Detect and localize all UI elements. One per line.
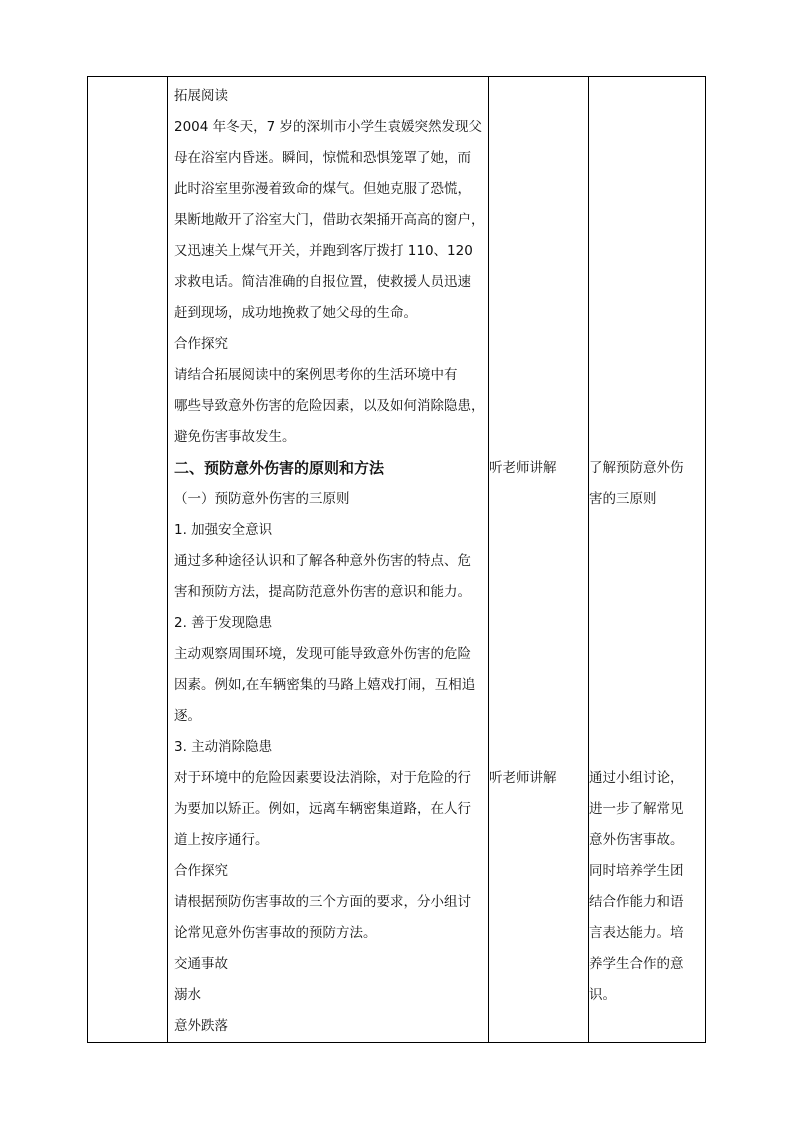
content-line: 道上按序通行。 xyxy=(174,832,269,848)
content-line: 2004 年冬天，7 岁的深圳市小学生袁媛突然发现父 xyxy=(174,119,483,135)
activity-entry: 听老师讲解 xyxy=(489,770,557,786)
content-line: 害和预防方法，提高防范意外伤害的意识和能力。 xyxy=(174,584,471,600)
activity-entry: 听老师讲解 xyxy=(489,460,557,476)
intent-line: 同时培养学生团 xyxy=(589,863,684,879)
content-line: 合作探究 xyxy=(174,336,228,352)
content-line: 交通事故 xyxy=(174,956,228,972)
content-line: 逐。 xyxy=(174,708,201,724)
intent-line: 养学生合作的意 xyxy=(589,956,684,972)
content-line: 请结合拓展阅读中的案例思考你的生活环境中有 xyxy=(174,367,458,383)
content-line: 论常见意外伤害事故的预防方法。 xyxy=(174,925,377,941)
content-line: 通过多种途径认识和了解各种意外伤害的特点、危 xyxy=(174,553,471,569)
lesson-plan-table xyxy=(87,76,706,1043)
teaching-content-column xyxy=(168,77,492,1042)
content-line: 避免伤害事故发生。 xyxy=(174,429,296,445)
content-line: 赶到现场，成功地挽救了她父母的生命。 xyxy=(174,305,417,321)
content-line: 合作探究 xyxy=(174,863,228,879)
content-line: 又迅速关上煤气开关，并跑到客厅拨打 110、120 xyxy=(174,243,473,259)
content-line: 3. 主动消除隐患 xyxy=(174,739,273,755)
content-line: 求救电话。简洁准确的自报位置，使救援人员迅速 xyxy=(174,274,471,290)
content-line: 拓展阅读 xyxy=(174,88,228,104)
content-line: 为要加以矫正。例如，远离车辆密集道路，在人行 xyxy=(174,801,471,817)
section-heading: 二、预防意外伤害的原则和方法 xyxy=(174,459,385,477)
intent-line: 了解预防意外伤 xyxy=(589,460,684,476)
intent-line: 进一步了解常见 xyxy=(589,801,684,817)
content-line: （一）预防意外伤害的三原则 xyxy=(174,491,350,507)
intent-line: 识。 xyxy=(589,987,616,1003)
content-line: 主动观察周围环境，发现可能导致意外伤害的危险 xyxy=(174,646,471,662)
content-line: 1. 加强安全意识 xyxy=(174,522,273,538)
intent-line: 言表达能力。培 xyxy=(589,925,684,941)
content-line: 母在浴室内昏迷。瞬间，惊慌和恐惧笼罩了她，而 xyxy=(174,150,471,166)
content-line: 意外跌落 xyxy=(174,1018,228,1034)
content-line: 此时浴室里弥漫着致命的煤气。但她克服了恐慌， xyxy=(174,181,471,197)
intent-line: 害的三原则 xyxy=(589,491,657,507)
content-line: 哪些导致意外伤害的危险因素，以及如何消除隐患， xyxy=(174,398,485,414)
content-line: 溺水 xyxy=(174,987,201,1003)
intent-line: 通过小组讨论， xyxy=(589,770,684,786)
content-line: 因素。例如,在车辆密集的马路上嬉戏打闹，互相追 xyxy=(174,677,476,693)
content-line: 果断地敞开了浴室大门，借助衣架捅开高高的窗户， xyxy=(174,212,485,228)
intent-line: 意外伤害事故。 xyxy=(589,832,684,848)
intent-block xyxy=(589,763,684,1011)
intent-line: 结合作能力和语 xyxy=(589,894,684,910)
content-line: 请根据预防伤害事故的三个方面的要求，分小组讨 xyxy=(174,894,471,910)
content-line: 对于环境中的危险因素要设法消除，对于危险的行 xyxy=(174,770,471,786)
content-line: 2. 善于发现隐患 xyxy=(174,615,273,631)
intent-block xyxy=(589,453,684,515)
